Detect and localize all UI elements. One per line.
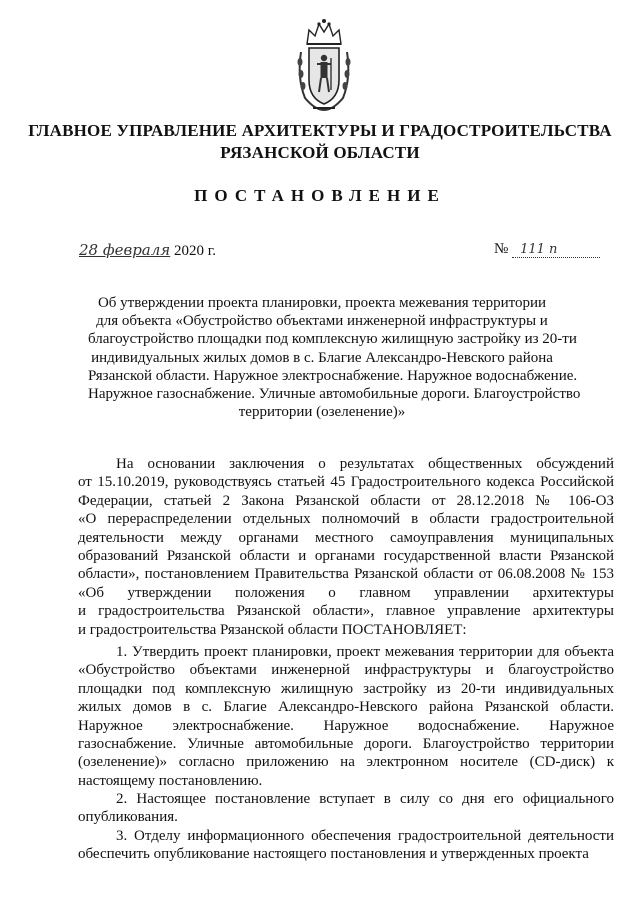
item-1-line: настоящему постановлению. [78, 772, 263, 789]
handwritten-number: 111 п [512, 242, 600, 258]
item-3-line: обеспечить опубликование настоящего постановления и утвержденных проекта [78, 846, 589, 863]
preamble-line: от 15.10.2019, руководствуясь статьей 45 Градостроительного кодекса Российской [78, 474, 614, 491]
item-2-line: опубликования. [78, 809, 178, 826]
item-1-line: газоснабжение. Уличные автомобильные дороги. Благоустройство территории [78, 735, 614, 752]
org-name-line-1: ГЛАВНОЕ УПРАВЛЕНИЕ АРХИТЕКТУРЫ И ГРАДОСТРОИТЕЛЬСТВА [28, 121, 612, 140]
item-2-line: 2. Настоящее постановление вступает в силу со дня его официального [116, 791, 614, 807]
item-1-line: 1. Утвердить проект планировки, проект межевания территории для объекта [116, 644, 614, 660]
item-3-line: 3. Отделу информационного обеспечения градостроительной деятельности [116, 828, 614, 844]
item-1-line: (озеленение)» согласно приложению на электронном носителе (CD-диск) к [78, 754, 614, 771]
org-name-line-2: РЯЗАНСКОЙ ОБЛАСТИ [220, 143, 420, 162]
title-line: индивидуальных жилых домов в с. Благие Александро-Невского района [91, 349, 553, 366]
preamble-paragraph [78, 455, 614, 639]
number-prefix: № [494, 241, 509, 257]
preamble-line: области», постановлением Правительства Рязанской области от 06.08.2008 № 153 [78, 566, 614, 583]
document-date [79, 241, 216, 260]
resolution-title [88, 294, 581, 421]
item-1-line: Наружное электроснабжение. Наружное водоснабжение. Наружное [78, 717, 614, 734]
title-line: территории (озеленение)» [238, 404, 406, 421]
preamble-line: «Об утверждении положения о главном управлении архитектуры [78, 584, 614, 601]
title-line: благоустройство площадки под комплексную жилищную застройку из 20-ти [88, 331, 577, 348]
title-line: для объекта «Обустройство объектами инженерной инфраструктуры и [96, 313, 548, 330]
item-2-paragraph [78, 790, 614, 827]
preamble-line: и градостроительства Рязанской области», главное управление архитектуры [78, 603, 614, 620]
title-line: Рязанской области. Наружное электроснабжение. Наружное водоснабжение. [88, 367, 578, 384]
document-type-heading: ПОСТАНОВЛЕНИЕ [194, 186, 446, 205]
preamble-line: Федерации, статьей 2 Закона Рязанской области от 28.12.2018 № 106-ОЗ [78, 492, 614, 509]
title-line: Наружное газоснабжение. Уличные автомобильные дороги. Благоустройство [88, 386, 581, 403]
document-number [494, 241, 600, 258]
preamble-line: образований Рязанской области и органами государственной власти Рязанской [78, 547, 614, 564]
preamble-line: На основании заключения о результатах общественных обсуждений [116, 456, 614, 472]
preamble-line: деятельности между органами местного самоуправления муниципальных [78, 529, 614, 546]
handwritten-date: 28 февраля [79, 241, 171, 259]
item-1-line: площадки под комплексную жилищную застройку из 20-ти индивидуальных [78, 680, 614, 697]
item-1-line: «Обустройство объектами инженерной инфраструктуры и благоустройство [78, 662, 614, 679]
preamble-line: и градостроительства Рязанской области ПОСТАНОВЛЯЕТ: [78, 621, 467, 638]
item-1-paragraph [78, 643, 614, 790]
item-1-line: жилых домов в с. Благие Александро-Невского района Рязанской области. [78, 699, 614, 716]
date-year: 2020 г. [173, 243, 216, 259]
item-3-paragraph [78, 827, 614, 864]
preamble-line: «О перераспределении отдельных полномочий в области градостроительной [78, 511, 614, 528]
coat-of-arms-emblem [295, 18, 353, 114]
title-line: Об утверждении проекта планировки, проекта межевания территории [97, 295, 547, 311]
